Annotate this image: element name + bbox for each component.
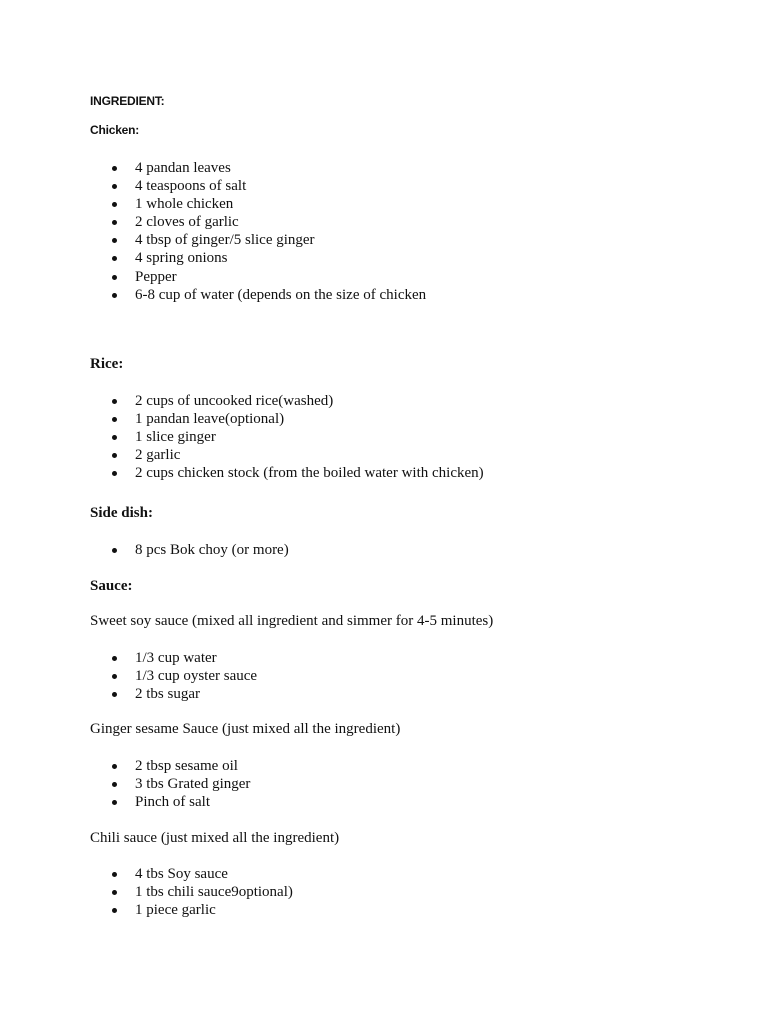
list-item-text: 8 pcs Bok choy (or more) — [135, 542, 289, 558]
bullet-icon — [112, 256, 117, 261]
bullet-icon — [112, 184, 117, 189]
bullet-icon — [112, 417, 117, 422]
bullet-icon — [112, 399, 117, 404]
list-item — [0, 667, 257, 685]
list-item-text: 4 teaspoons of salt — [135, 178, 247, 195]
sauce-heading: Sauce: — [90, 578, 133, 594]
list-item-text: 1/3 cup water — [135, 650, 217, 666]
bullet-icon — [112, 890, 117, 895]
bullet-icon — [112, 764, 117, 769]
chicken-ingredient-list — [0, 159, 426, 304]
sweet-soy-sauce-list — [0, 649, 257, 703]
list-item — [0, 757, 250, 775]
list-item — [0, 775, 250, 793]
bullet-icon — [112, 453, 117, 458]
list-item-text: 4 spring onions — [135, 250, 228, 267]
list-item-text: 1 slice ginger — [135, 429, 216, 446]
list-item-text: 1 piece garlic — [135, 902, 216, 919]
list-item — [0, 649, 257, 667]
bullet-icon — [112, 872, 117, 877]
bullet-icon — [112, 220, 117, 225]
list-item — [0, 410, 484, 428]
bullet-icon — [112, 471, 117, 476]
list-item-text: 4 tbsp of ginger/5 slice ginger — [135, 232, 315, 249]
list-item — [0, 901, 293, 919]
rice-heading: Rice: — [90, 356, 124, 372]
list-item — [0, 793, 250, 811]
ginger-sesame-sauce-list — [0, 757, 250, 811]
list-item — [0, 464, 484, 482]
list-item — [0, 883, 293, 901]
list-item-text: 1/3 cup oyster sauce — [135, 668, 258, 685]
bullet-icon — [112, 800, 117, 805]
list-item-text: 2 tbs sugar — [135, 686, 200, 703]
list-item — [0, 231, 426, 249]
bullet-icon — [112, 166, 117, 171]
list-item — [0, 392, 484, 410]
bullet-icon — [112, 656, 117, 661]
list-item — [0, 195, 426, 213]
bullet-icon — [112, 674, 117, 679]
bullet-icon — [112, 275, 117, 280]
list-item-text: 1 pandan leave(optional) — [135, 411, 285, 428]
sweet-soy-sauce-intro: Sweet soy sauce (mixed all ingredient and simmer for 4-5 minutes) — [90, 613, 494, 629]
list-item-text: Pepper — [135, 268, 177, 285]
list-item — [0, 249, 426, 267]
ginger-sesame-sauce-intro: Ginger sesame Sauce (just mixed all the ingredient) — [90, 721, 401, 737]
list-item-text: 4 tbs Soy sauce — [135, 866, 228, 882]
list-item-text: Pinch of salt — [135, 794, 210, 811]
list-item-text: 3 tbs Grated ginger — [135, 776, 251, 793]
bullet-icon — [112, 692, 117, 697]
list-item — [0, 286, 426, 304]
side-dish-list — [0, 541, 289, 559]
chili-sauce-list — [0, 865, 293, 919]
list-item — [0, 541, 289, 559]
list-item-text: 4 pandan leaves — [135, 160, 231, 176]
list-item-text: 2 garlic — [135, 447, 181, 464]
list-item — [0, 177, 426, 195]
list-item — [0, 428, 484, 446]
bullet-icon — [112, 435, 117, 440]
list-item — [0, 159, 426, 177]
chicken-heading: Chicken: — [90, 123, 140, 137]
bullet-icon — [112, 548, 117, 553]
list-item-text: 6-8 cup of water (depends on the size of chicken — [135, 286, 427, 303]
list-item — [0, 685, 257, 703]
bullet-icon — [112, 238, 117, 243]
list-item-text: 2 cups chicken stock (from the boiled water with chicken) — [135, 465, 484, 482]
chili-sauce-intro: Chili sauce (just mixed all the ingredient) — [90, 830, 340, 846]
bullet-icon — [112, 202, 117, 207]
bullet-icon — [112, 293, 117, 298]
side-dish-heading: Side dish: — [90, 505, 153, 521]
list-item — [0, 268, 426, 286]
list-item-text: 1 tbs chili sauce9optional) — [135, 884, 293, 901]
ingredient-heading: INGREDIENT: — [90, 94, 165, 108]
list-item-text: 1 whole chicken — [135, 196, 234, 213]
list-item — [0, 865, 293, 883]
list-item-text: 2 cloves of garlic — [135, 214, 239, 231]
list-item — [0, 446, 484, 464]
bullet-icon — [112, 782, 117, 787]
rice-ingredient-list — [0, 392, 484, 482]
list-item-text: 2 cups of uncooked rice(washed) — [135, 393, 334, 409]
list-item — [0, 213, 426, 231]
bullet-icon — [112, 908, 117, 913]
list-item-text: 2 tbsp sesame oil — [135, 758, 238, 774]
